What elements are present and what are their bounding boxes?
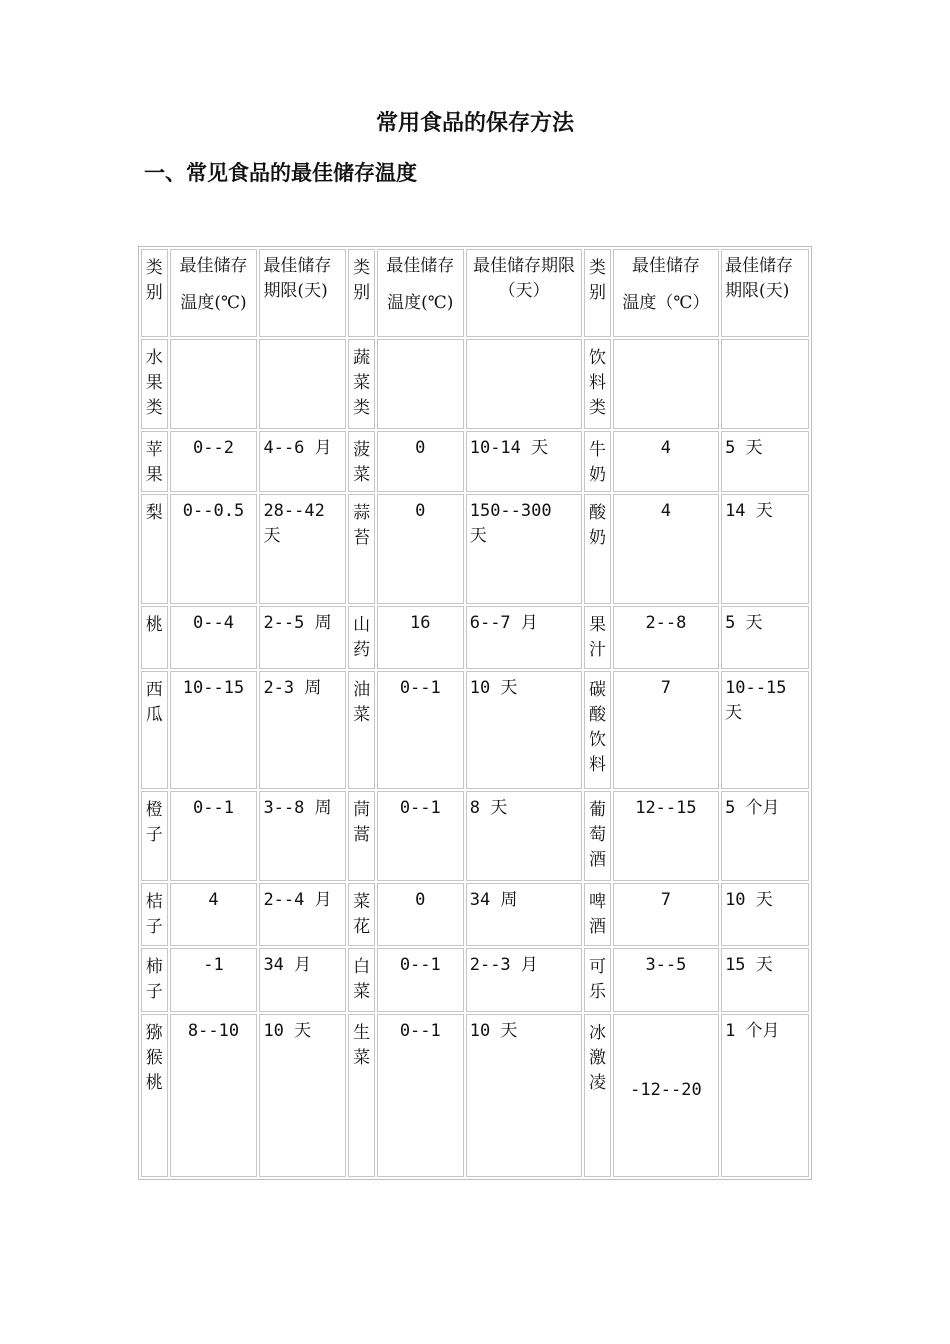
header-period-drink: 最佳储存期限(天)	[721, 249, 809, 337]
header-temp-line1: 最佳储存	[631, 256, 700, 276]
drink-period: 5 个月	[721, 791, 809, 881]
veg-period: 34 周	[466, 883, 583, 946]
fruit-name: 柿子	[141, 948, 168, 1011]
drink-period: 5 天	[721, 606, 809, 669]
table-row	[141, 791, 809, 881]
veg-name: 油菜	[348, 671, 375, 789]
empty-cell	[466, 339, 583, 429]
veg-name: 山药	[348, 606, 375, 669]
veg-temp: 0--1	[377, 948, 464, 1011]
veg-temp: 0--1	[377, 1014, 464, 1177]
drink-period: 15 天	[721, 948, 809, 1011]
drink-name: 牛奶	[584, 431, 611, 492]
header-temp-line2: 温度（℃）	[622, 293, 710, 313]
veg-temp: 0	[377, 883, 464, 946]
group-fruit: 水果类	[141, 339, 168, 429]
drink-temp	[613, 1014, 719, 1177]
fruit-temp: 10--15	[170, 671, 258, 789]
fruit-temp: -1	[170, 948, 258, 1011]
veg-period: 10 天	[466, 671, 583, 789]
header-temp-line2: 温度(℃)	[180, 293, 247, 313]
header-category-drink: 类别	[584, 249, 611, 337]
empty-cell	[259, 339, 346, 429]
drink-temp: 2--8	[613, 606, 719, 669]
fruit-temp: 0--2	[170, 431, 258, 492]
header-category-fruit: 类别	[141, 249, 168, 337]
fruit-temp: 0--4	[170, 606, 258, 669]
storage-table-container	[138, 246, 812, 1180]
fruit-temp: 4	[170, 883, 258, 946]
empty-cell	[377, 339, 464, 429]
empty-cell	[613, 339, 719, 429]
drink-temp: 12--15	[613, 791, 719, 881]
fruit-temp: 8--10	[170, 1014, 258, 1177]
fruit-name: 梨	[141, 494, 168, 604]
fruit-name: 桔子	[141, 883, 168, 946]
header-period-veg: 最佳储存期限（天）	[466, 249, 583, 337]
group-vegetable: 蔬菜类	[348, 339, 375, 429]
table-row	[141, 948, 809, 1011]
fruit-period: 4--6 月	[259, 431, 346, 492]
veg-temp: 0	[377, 431, 464, 492]
veg-period: 150--300 天	[466, 494, 583, 604]
veg-name: 菠菜	[348, 431, 375, 492]
empty-cell	[170, 339, 258, 429]
header-temp-line2: 温度(℃)	[387, 293, 454, 313]
fruit-name: 猕猴桃	[141, 1014, 168, 1177]
fruit-name: 西瓜	[141, 671, 168, 789]
storage-table	[138, 246, 812, 1180]
fruit-period: 2-3 周	[259, 671, 346, 789]
table-row	[141, 883, 809, 946]
fruit-period: 3--8 周	[259, 791, 346, 881]
veg-period: 2--3 月	[466, 948, 583, 1011]
drink-name: 碳酸饮料	[584, 671, 611, 789]
fruit-period: 2--4 月	[259, 883, 346, 946]
drink-temp: 7	[613, 671, 719, 789]
fruit-temp: 0--1	[170, 791, 258, 881]
drink-name: 可乐	[584, 948, 611, 1011]
veg-name: 白菜	[348, 948, 375, 1011]
fruit-temp: 0--0.5	[170, 494, 258, 604]
veg-name: 生菜	[348, 1014, 375, 1177]
veg-period: 10-14 天	[466, 431, 583, 492]
header-temp-fruit	[170, 249, 258, 337]
table-row	[141, 671, 809, 789]
empty-cell	[721, 339, 809, 429]
fruit-name: 苹果	[141, 431, 168, 492]
table-row	[141, 431, 809, 492]
veg-temp: 0	[377, 494, 464, 604]
drink-period: 1 个月	[721, 1014, 809, 1177]
group-drink: 饮料类	[584, 339, 611, 429]
page-title: 常用食品的保存方法	[375, 110, 574, 136]
table-header-row	[141, 249, 809, 337]
table-row	[141, 1014, 809, 1177]
drink-name: 葡萄酒	[584, 791, 611, 881]
header-period-fruit: 最佳储存期限(天)	[259, 249, 346, 337]
drink-name: 啤酒	[584, 883, 611, 946]
veg-period: 10 天	[466, 1014, 583, 1177]
drink-period: 10 天	[721, 883, 809, 946]
veg-temp: 16	[377, 606, 464, 669]
veg-period: 6--7 月	[466, 606, 583, 669]
drink-name: 冰激凌	[584, 1014, 611, 1177]
header-temp-line1: 最佳储存	[386, 256, 455, 276]
fruit-period: 2--5 周	[259, 606, 346, 669]
veg-name: 菜花	[348, 883, 375, 946]
table-row	[141, 606, 809, 669]
table-row	[141, 494, 809, 604]
veg-temp: 0--1	[377, 671, 464, 789]
veg-temp: 0--1	[377, 791, 464, 881]
drink-temp: 4	[613, 431, 719, 492]
header-temp-veg	[377, 249, 464, 337]
header-temp-drink	[613, 249, 719, 337]
veg-name: 茼蒿	[348, 791, 375, 881]
drink-period: 14 天	[721, 494, 809, 604]
section-heading: 一、常见食品的最佳储存温度	[144, 160, 417, 185]
drink-period: 10--15 天	[721, 671, 809, 789]
ice-cream-temp-value: -12--20	[630, 1079, 702, 1100]
group-row	[141, 339, 809, 429]
drink-temp: 3--5	[613, 948, 719, 1011]
fruit-period: 34 月	[259, 948, 346, 1011]
drink-name: 果汁	[584, 606, 611, 669]
fruit-period: 28--42 天	[259, 494, 346, 604]
drink-temp: 4	[613, 494, 719, 604]
drink-period: 5 天	[721, 431, 809, 492]
header-category-veg: 类别	[348, 249, 375, 337]
drink-name: 酸奶	[584, 494, 611, 604]
header-temp-line1: 最佳储存	[179, 256, 248, 276]
drink-temp: 7	[613, 883, 719, 946]
veg-name: 蒜苔	[348, 494, 375, 604]
fruit-name: 橙子	[141, 791, 168, 881]
veg-period: 8 天	[466, 791, 583, 881]
fruit-name: 桃	[141, 606, 168, 669]
fruit-period: 10 天	[259, 1014, 346, 1177]
